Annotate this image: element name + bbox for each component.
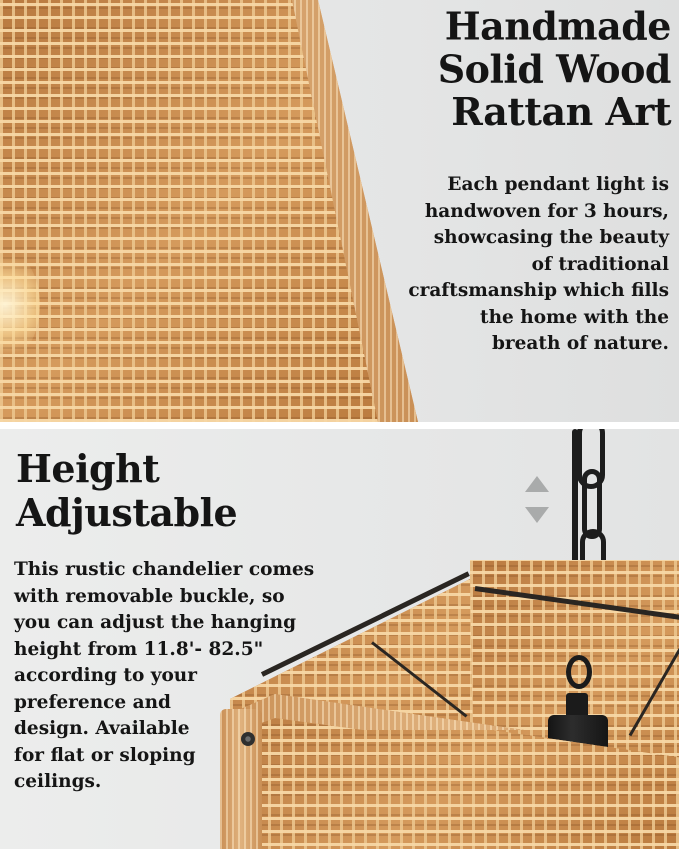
body-line: breath of nature. <box>491 333 669 354</box>
eye-ring <box>566 655 592 689</box>
body-line: This rustic chandelier comes <box>14 559 315 580</box>
body-line: for flat or sloping <box>14 744 196 766</box>
body-line: of traditional <box>531 253 669 275</box>
headline-line: Rattan Art <box>451 88 671 135</box>
arrow-down-icon <box>525 507 549 523</box>
body-line: design. Available <box>14 718 190 739</box>
body-line: height from 11.8'- 82.5" <box>14 638 264 660</box>
body-line: handwoven for 3 hours, <box>424 200 669 222</box>
body-line: according to your <box>14 665 198 686</box>
body-line: with removable buckle, so <box>14 585 285 607</box>
wood-corner-post <box>220 709 262 849</box>
headline-line: Height <box>16 446 160 491</box>
arrow-up-icon <box>525 476 549 492</box>
headline-line: Solid Wood <box>437 45 671 92</box>
body-line: showcasing the beauty <box>433 227 669 248</box>
body-line: you can adjust the hanging <box>14 612 297 633</box>
body-line: the home with the <box>480 306 669 328</box>
body-line: ceilings. <box>14 771 102 792</box>
headline-line: Adjustable <box>16 490 238 535</box>
height-adjustable-headline <box>16 447 237 535</box>
body-line: preference and <box>14 691 171 713</box>
body-line: Each pendant light is <box>447 174 669 195</box>
handmade-description <box>408 172 669 358</box>
screw-icon <box>241 732 255 746</box>
body-line: craftsmanship which fills <box>408 280 669 301</box>
section-divider <box>0 422 679 429</box>
headline-line: Handmade <box>444 2 671 49</box>
handmade-headline <box>437 2 671 135</box>
top-feature-panel <box>0 0 679 422</box>
bottom-feature-panel <box>0 429 679 849</box>
